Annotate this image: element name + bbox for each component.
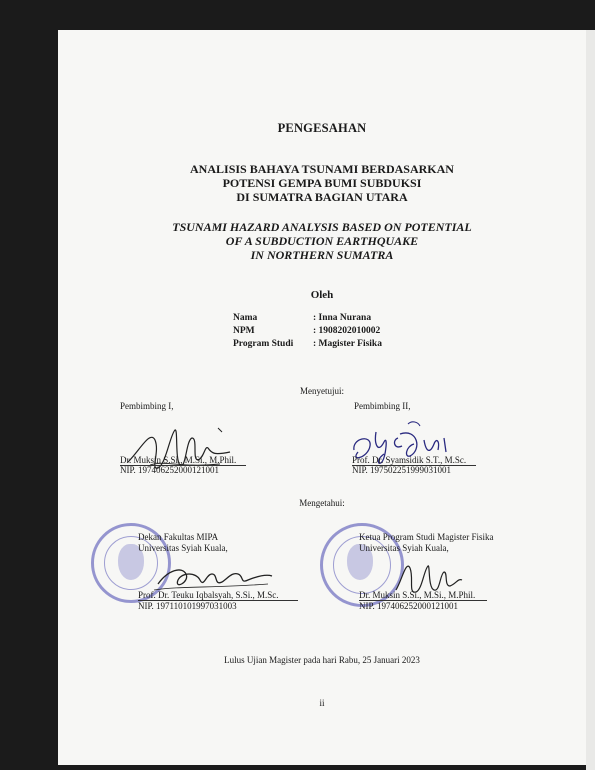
head-program-nip: NIP. 197406252000121001 [359,601,459,611]
title-id-line-2: POTENSI GEMPA BUMI SUBDUKSI [222,176,422,190]
supervisor1-nip: NIP. 197406252000121001 [120,465,220,475]
title-en-line-1: TSUNAMI HAZARD ANALYSIS BASED ON POTENTIAL [172,220,472,234]
title-id-line-3: DI SUMATRA BAGIAN UTARA [236,190,408,204]
title-en-line-2: OF A SUBDUCTION EARTHQUAKE [225,234,419,248]
supervisor1-role: Pembimbing I, [120,401,174,411]
dean-role-line2: Universitas Syiah Kuala, [138,543,228,553]
dean-name: Prof. Dr. Teuku Iqbalsyah, S.Si., M.Sc. [138,590,298,601]
supervisor2-nip: NIP. 197502251999031001 [352,465,452,475]
approved-label: Menyetujui: [300,386,344,396]
document-page [58,30,586,765]
name-label: Nama [233,313,258,323]
head-program-name: Dr. Muksin S.Si., M.Si., M.Phil. [359,590,487,601]
acknowledged-label: Mengetahui: [299,498,345,508]
supervisor1-name: Dr. Muksin S.Si., M.Si., M.Phil. [120,455,246,466]
head-program-role-line1: Ketua Program Studi Magister Fisika [359,532,494,542]
exam-note: Lulus Ujian Magister pada hari Rabu, 25 Januari 2023 [224,655,420,665]
program-label: Program Studi [233,339,294,349]
by-label: Oleh [310,289,334,301]
supervisor2-role: Pembimbing II, [354,401,411,411]
dean-role-line1: Dekan Fakultas MIPA [138,532,219,542]
paper-edge [586,30,595,770]
npm-value: : 1908202010002 [313,326,381,336]
npm-label: NPM [233,326,255,336]
title-id-line-1: ANALISIS BAHAYA TSUNAMI BERDASARKAN [190,162,454,176]
page-number: ii [319,698,325,708]
dean-nip: NIP. 197110101997031003 [138,601,237,611]
title-en-line-3: IN NORTHERN SUMATRA [250,248,394,262]
head-program-role-line2: Universitas Syiah Kuala, [359,543,449,553]
supervisor2-name: Prof. Dr. Syamsidik S.T., M.Sc. [352,455,476,466]
page-title: PENGESAHAN [277,121,367,135]
program-value: : Magister Fisika [313,339,382,349]
name-value: : Inna Nurana [313,313,372,323]
